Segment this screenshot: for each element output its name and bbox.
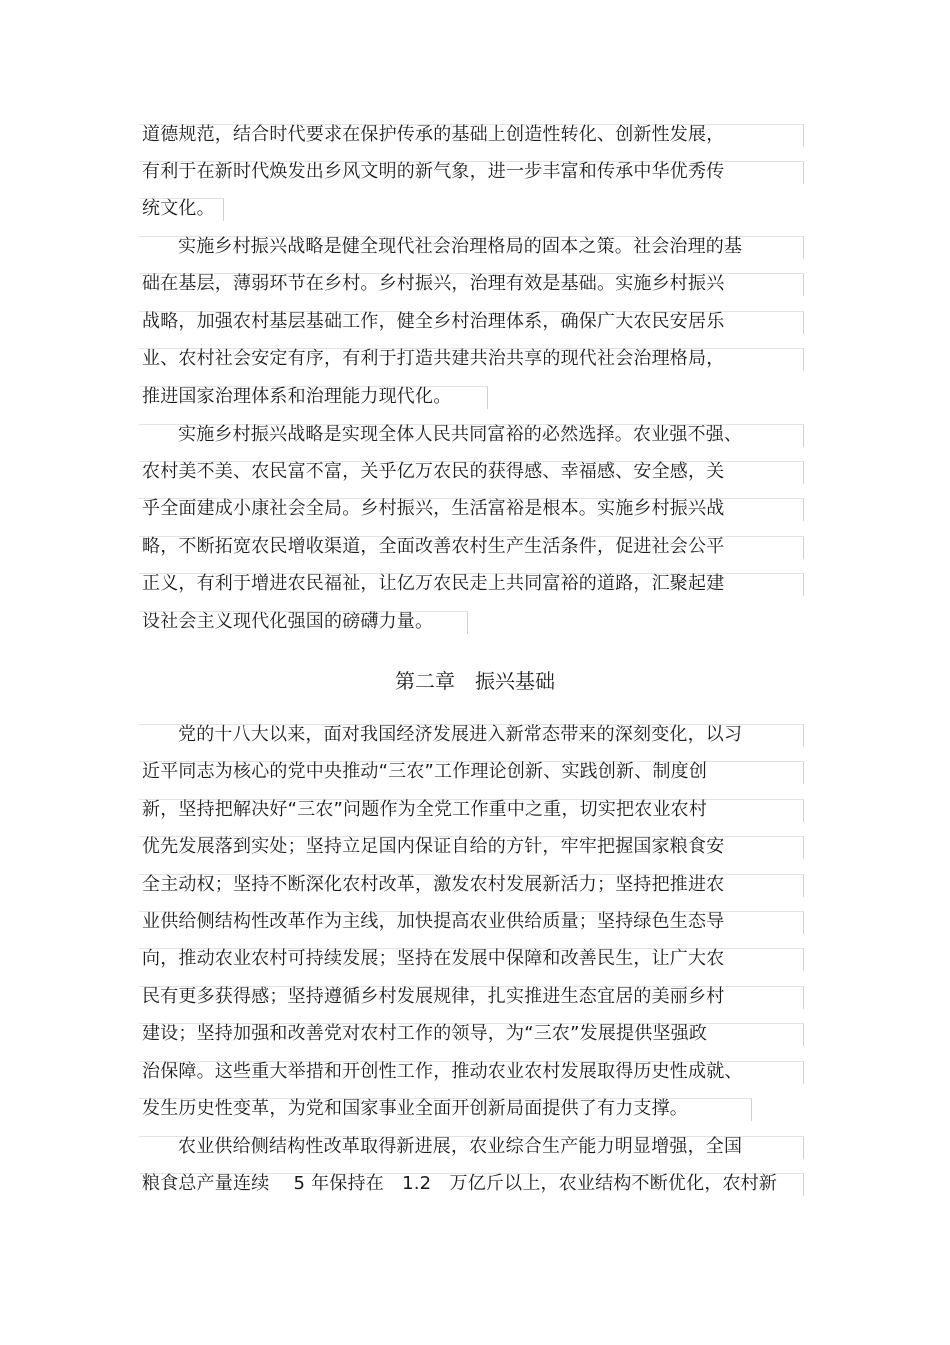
text-line: 新，坚持把解决好“三农”问题作为全党工作重中之重，切实把农业农村 (142, 791, 707, 828)
chapter-heading (0, 661, 950, 701)
chapter-title: 振兴基础 (475, 669, 555, 693)
text-line: 近平同志为核心的党中央推动“三农”工作理论创新、实践创新、制度创 (142, 753, 707, 790)
text-line: 民有更多获得感；坚持遵循乡村发展规律，扎实推进生态宜居的美丽乡村 (142, 978, 724, 1015)
text-line: 业供给侧结构性改革作为主线，加快提高农业供给质量；坚持绿色生态导 (142, 903, 724, 940)
text-line: 建设；坚持加强和改善党对农村工作的领导，为“三农”发展提供坚强政 (142, 1015, 707, 1052)
text-line: 推进国家治理体系和治理能力现代化。 (142, 378, 451, 415)
text-line: 统文化。 (142, 190, 215, 227)
text-line: 全主动权；坚持不断深化农村改革，激发农村发展新活力；坚持把推进农 (142, 866, 724, 903)
text-line: 粮食总产量连续 5 年保持在 1.2 万亿斤以上，农业结构不断优化，农村新 (142, 1165, 777, 1202)
text-line: 治保障。这些重大举措和开创性工作，推动农业农村发展取得历史性成就、 (142, 1053, 743, 1090)
text-line: 发生历史性变革，为党和国家事业全面开创新局面提供了有力支撑。 (142, 1090, 688, 1127)
text-line: 础在基层，薄弱环节在乡村。乡村振兴，治理有效是基础。实施乡村振兴 (142, 265, 724, 302)
text-line: 优先发展落到实处；坚持立足国内保证自给的方针，牢牢把握国家粮食安 (142, 828, 724, 865)
text-line: 农村美不美、农民富不富，关乎亿万农民的获得感、幸福感、安全感，关 (142, 453, 724, 490)
paragraph-start-line: 实施乡村振兴战略是实现全体人民共同富裕的必然选择。农业强不强、 (142, 416, 742, 453)
text-line: 略，不断拓宽农民增收渠道，全面改善农村生产生活条件，促进社会公平 (142, 528, 724, 565)
text-line: 道德规范，结合时代要求在保护传承的基础上创造性转化、创新性发展， (142, 116, 724, 153)
paragraph-start-line: 党的十八大以来，面对我国经济发展进入新常态带来的深刻变化，以习 (142, 716, 742, 753)
text-line: 乎全面建成小康社会全局。乡村振兴，生活富裕是根本。实施乡村振兴战 (142, 490, 724, 527)
chapter-number: 第二章 (395, 669, 455, 693)
text-line: 战略，加强农村基层基础工作，健全乡村治理体系，确保广大农民安居乐 (142, 303, 724, 340)
text-line: 业、农村社会安定有序，有利于打造共建共治共享的现代社会治理格局， (142, 340, 724, 377)
text-line: 设社会主义现代化强国的磅礴力量。 (142, 603, 433, 640)
text-line: 向，推动农业农村可持续发展；坚持在发展中保障和改善民生，让广大农 (142, 940, 724, 977)
text-line: 正义，有利于增进农民福祉，让亿万农民走上共同富裕的道路，汇聚起建 (142, 565, 724, 602)
paragraph-start-line: 农业供给侧结构性改革取得新进展，农业综合生产能力明显增强，全国 (142, 1128, 742, 1165)
text-line: 有利于在新时代焕发出乡风文明的新气象，进一步丰富和传承中华优秀传 (142, 153, 724, 190)
paragraph-start-line: 实施乡村振兴战略是健全现代社会治理格局的固本之策。社会治理的基 (142, 228, 742, 265)
